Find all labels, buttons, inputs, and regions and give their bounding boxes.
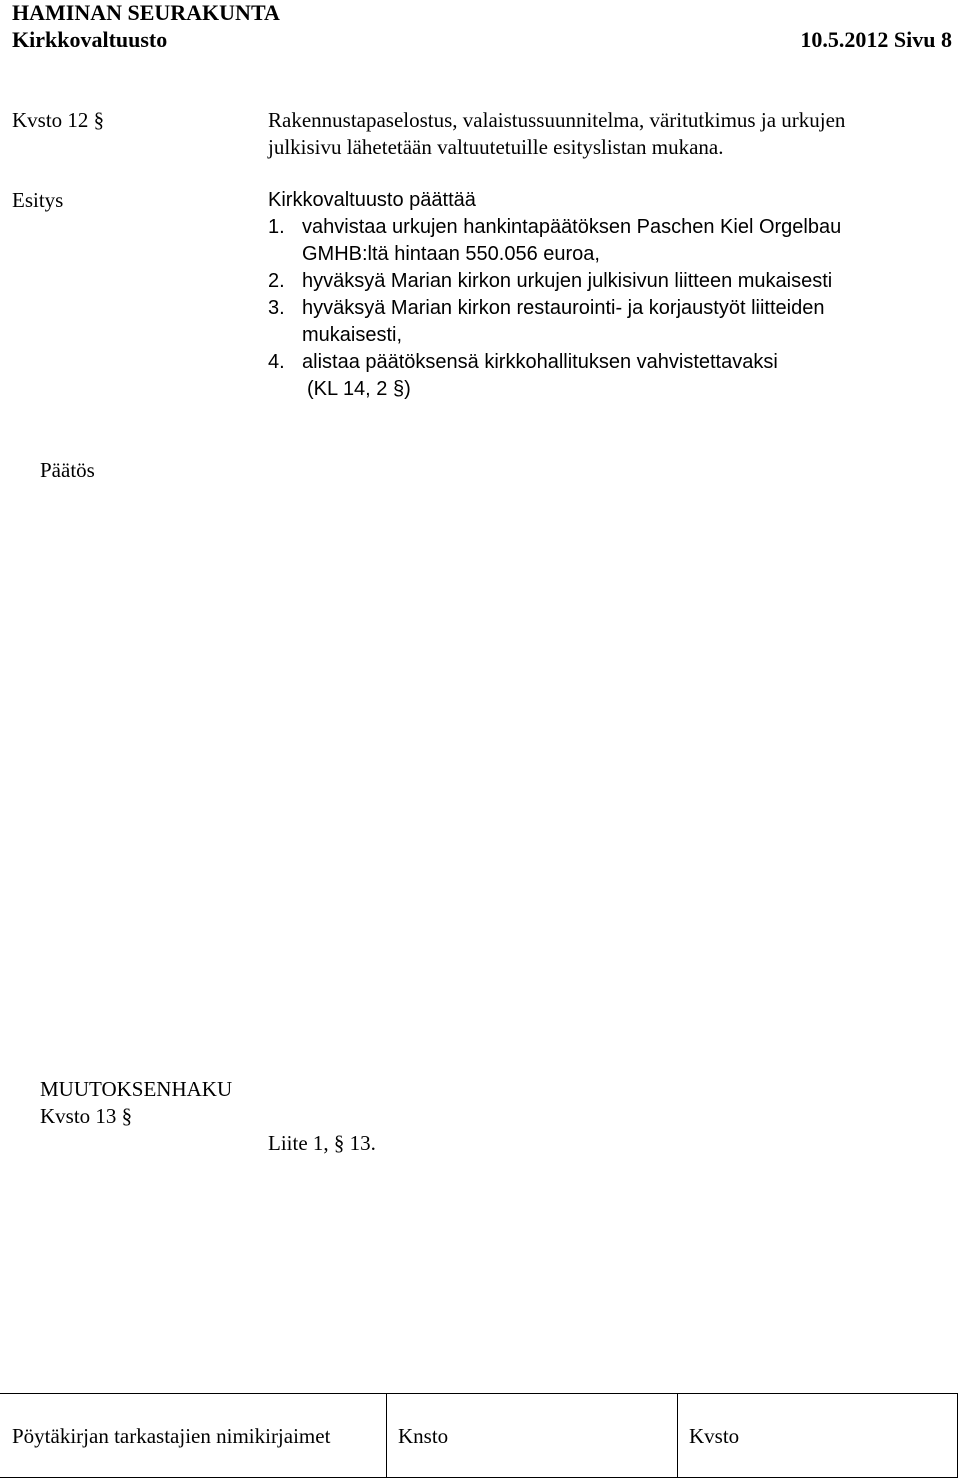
item-3-num: 3. <box>268 297 285 319</box>
footer-kvsto-label: Kvsto <box>689 1424 740 1448</box>
body-name: Kirkkovaltuusto <box>12 27 168 52</box>
footer-signatures-label: Pöytäkirjan tarkastajien nimikirjaimet <box>12 1424 331 1448</box>
item-3-line2: mukaisesti, <box>302 324 403 346</box>
footer-cell-signatures <box>0 1394 387 1477</box>
section-label: Kvsto 12 § <box>12 108 105 132</box>
esitys-intro: Kirkkovaltuusto päättää <box>268 189 476 211</box>
item-3-line1: hyväksyä Marian kirkon restaurointi- ja korjaustyöt liitteiden <box>302 297 825 319</box>
date-page: 10.5.2012 Sivu 8 <box>800 27 952 52</box>
footer-cell-kvsto <box>677 1394 958 1477</box>
muutoksenhaku-label: MUUTOKSENHAKU <box>40 1077 233 1101</box>
item-1-line1: vahvistaa urkujen hankintapäätöksen Paschen Kiel Orgelbau <box>302 216 842 238</box>
item-2-line1: hyväksyä Marian kirkon urkujen julkisivun liitteen mukaisesti <box>302 270 833 292</box>
org-name: HAMINAN SEURAKUNTA <box>12 0 280 25</box>
section-text-line2: julkisivu lähetetään valtuutetuille esityslistan mukana. <box>268 135 724 159</box>
item-4-line1: alistaa päätöksensä kirkkohallituksen vahvistettavaksi <box>302 351 778 373</box>
item-1-num: 1. <box>268 216 285 238</box>
item-4-num: 4. <box>268 351 285 373</box>
footer-knsto-label: Knsto <box>398 1424 449 1448</box>
item-1-line2: GMHB:ltä hintaan 550.056 euroa, <box>302 243 600 265</box>
signature-footer <box>0 1393 958 1478</box>
item-2-num: 2. <box>268 270 285 292</box>
attachment-ref: Liite 1, § 13. <box>268 1131 376 1155</box>
paatos-label: Päätös <box>40 458 95 482</box>
item-4-line2: (KL 14, 2 §) <box>307 378 411 400</box>
footer-cell-knsto <box>386 1394 678 1477</box>
esitys-label: Esitys <box>12 188 64 212</box>
muutoksenhaku-section: Kvsto 13 § <box>40 1104 133 1128</box>
section-text-line1: Rakennustapaselostus, valaistussuunnitelma, väritutkimus ja urkujen <box>268 108 846 132</box>
